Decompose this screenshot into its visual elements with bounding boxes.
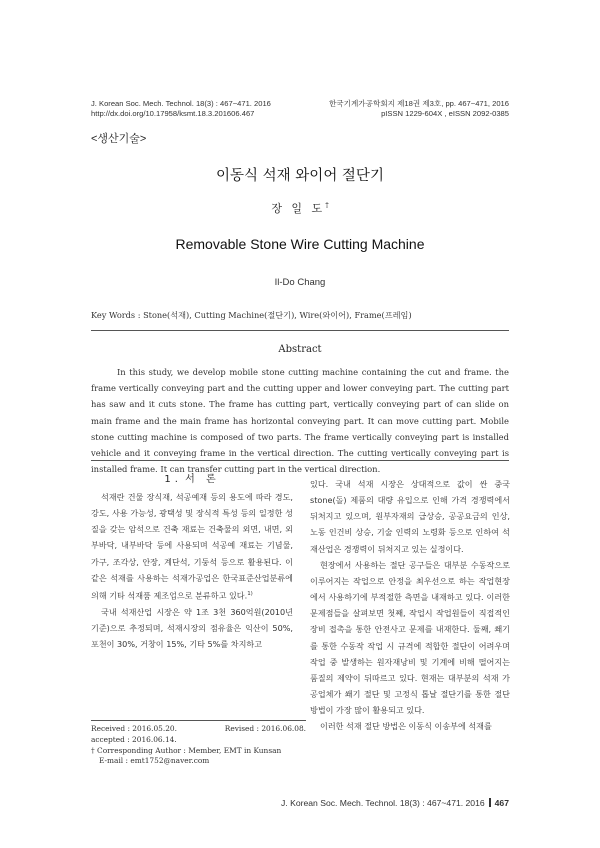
section-title: 서 론 [185, 474, 220, 485]
corresponding-author: † Corresponding Author : Member, EMT in Kunsan [91, 745, 282, 755]
paragraph-text: 석재란 건물 장식재, 석공예재 등의 용도에 따라 경도, 강도, 사용 가능성, 광택성 및 장식적 특성 등의 일정한 성질을 갖는 암석으로 건축 재료는 건축물의 외면, 내면, 외부바닥, 내부바닥 등에 사용되며 석공예 재료는 기념물, 가구, 조각상, 안장, 계단석, 기둥석 등으로 활용된다. 이 같은 석재를 사용하는 석재가공업은 한국표준산업분류에 의해 기타 석재품 제조업으로 분류하고 있다. [91, 492, 293, 601]
abstract-divider [91, 460, 509, 461]
paragraph [91, 489, 293, 604]
journal-citation-header [91, 99, 271, 119]
journal-volume-info: 한국기계가공학회지 제18권 제3호, pp. 467~471, 2016 [328, 99, 509, 108]
issn-info: pISSN 1229-604X , eISSN 2092-0385 [381, 109, 509, 118]
abstract-text: In this study, we develop mobile stone cutting machine containing the cut and frame. the frame vertically conveying part and the cutting upper and lower conveying part. The cutting part has saw and it cuts stone. The frame has cutting part, vertically conveying part of can slide on main frame and the main frame has horizontal conveying part. It can move cutting part. Mobile stone cutting machine is composed of two parts. The frame vertically conveying part is installed vehicle and it conveying frame in the vertical direction. The cutting vertically conveying part is installed frame. It can transfer cutting part in the vertical direction. [91, 367, 509, 475]
section-number: 1. [164, 474, 182, 485]
page-number: 467 [494, 798, 509, 808]
paragraph: 현장에서 사용하는 절단 공구들은 대부분 수동작으로 이루어지는 작업으로 안정을 최우선으로 하는 작업현장에서 사용하기에 부적절한 측면을 내재하고 있다. 이러한 문제점들을 살펴보면 첫째, 작업시 작업원들이 직접적인 장비 접촉을 통한 안전사고 문제를 내재한다. 둘째, 쐐기를 통한 수동작 작업 시 규격에 적합한 절단이 어려우며 작업 중 발생하는 원자재낭비 및 기계에 비해 떨어지는 품질의 제약이 뒤따르고 있다. 현재는 대부분의 석재 가공업체가 쐐기 절단 및 고정식 톱날 절단기를 통한 절단 방법이 가장 많이 활용되고 있다. [310, 559, 510, 716]
doi-link[interactable]: http://dx.doi.org/10.17958/ksmt.18.3.201606.467 [91, 109, 255, 118]
author-korean [0, 200, 600, 216]
paragraph: 있다. 국내 석재 시장은 상대적으로 값이 싼 중국 stone(돌) 제품의 대량 유입으로 인해 가격 경쟁력에서 뒤처지고 있으며, 원부자재의 급상승, 공공요금의 인상, 노동 인건비 상승, 기술 인력의 노령화 등으로 인하여 석재산업은 경쟁력이 뒤처지고 있는 실정이다. [310, 479, 510, 554]
page-footer [281, 798, 509, 808]
article-category: <생산기술> [91, 133, 147, 145]
footnote-divider [91, 720, 306, 721]
footnote [91, 724, 306, 767]
corresponding-author-mark: † [325, 201, 329, 210]
author-email[interactable]: E-mail : emt1752@naver.com [99, 756, 210, 766]
title-korean: 이동식 석재 와이어 절단기 [216, 168, 384, 184]
left-column [91, 489, 293, 652]
reference-mark: 1) [247, 590, 253, 597]
journal-citation: J. Korean Soc. Mech. Technol. 18(3) : 467~471. 2016 [91, 99, 271, 108]
footer-citation: J. Korean Soc. Mech. Technol. 18(3) : 467~471. 2016 [281, 798, 485, 808]
accepted-date: accepted : 2016.06.14. [91, 734, 177, 744]
title-english: Removable Stone Wire Cutting Machine [175, 236, 425, 252]
abstract-heading: Abstract [278, 344, 322, 355]
keywords: Key Words : Stone(석재), Cutting Machine(절단기), Wire(와이어), Frame(프레임) [91, 310, 412, 320]
author-korean-name: 장 일 도 [271, 202, 326, 215]
right-column [310, 476, 510, 735]
journal-info-header [329, 99, 509, 119]
section-heading-introduction [91, 470, 293, 485]
keywords-divider [91, 330, 509, 331]
received-date: Received : 2016.05.20. [91, 724, 177, 733]
author-english: Il-Do Chang [274, 277, 326, 288]
footer-separator-bar [489, 798, 491, 807]
paragraph: 이러한 석재 절단 방법은 이동식 이송부에 석재를 [320, 721, 492, 732]
paragraph: 국내 석재산업 시장은 약 1조 3천 360억원(2010년 기준)으로 추정되며, 석재시장의 점유율은 익산이 50%, 포천이 30%, 거창이 15%, 기타 5%를 차지하고 [91, 606, 293, 650]
revised-date: Revised : 2016.06.08. [224, 724, 306, 733]
